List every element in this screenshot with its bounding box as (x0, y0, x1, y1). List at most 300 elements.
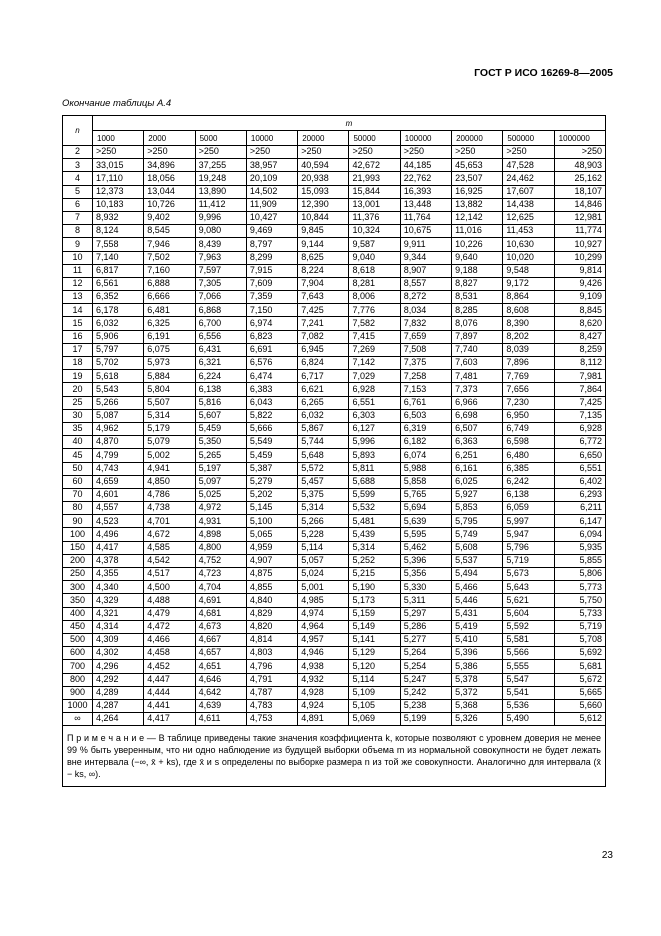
value-cell: 5,159 (349, 607, 400, 620)
value-cell: 7,740 (452, 343, 503, 356)
table-row (63, 343, 606, 356)
value-cell: 5,002 (144, 449, 195, 462)
value-cell: 13,044 (144, 185, 195, 198)
table-row (63, 488, 606, 501)
value-cell: 5,087 (93, 409, 144, 422)
value-cell: 6,700 (195, 317, 246, 330)
value-cell: 4,870 (93, 436, 144, 449)
value-cell: 20,109 (246, 172, 297, 185)
table-row (63, 264, 606, 277)
table-row (63, 515, 606, 528)
value-cell: 4,946 (298, 647, 349, 660)
row-n-cell: 17 (63, 343, 93, 356)
value-cell: 6,772 (554, 436, 605, 449)
value-cell: 5,079 (144, 436, 195, 449)
value-cell: 6,717 (298, 370, 349, 383)
value-cell: 4,799 (93, 449, 144, 462)
value-cell: 5,618 (93, 370, 144, 383)
value-cell: 7,904 (298, 277, 349, 290)
value-cell: 5,457 (298, 475, 349, 488)
value-cell: 5,797 (93, 343, 144, 356)
value-cell: 4,985 (298, 594, 349, 607)
value-cell: 5,100 (246, 515, 297, 528)
column-header: 1000 (93, 131, 144, 146)
value-cell: 11,774 (554, 225, 605, 238)
value-cell: 8,827 (452, 277, 503, 290)
value-cell: 10,020 (503, 251, 554, 264)
value-cell: 6,352 (93, 291, 144, 304)
value-cell: 18,107 (554, 185, 605, 198)
value-cell: 4,829 (246, 607, 297, 620)
value-cell: 5,816 (195, 396, 246, 409)
value-cell: 6,025 (452, 475, 503, 488)
value-cell: 6,402 (554, 475, 605, 488)
value-cell: 5,607 (195, 409, 246, 422)
value-cell: 8,285 (452, 304, 503, 317)
value-cell: 5,069 (349, 713, 400, 726)
value-cell: 5,356 (400, 568, 451, 581)
value-cell: 8,427 (554, 330, 605, 343)
value-cell: 14,846 (554, 198, 605, 211)
value-cell: 6,127 (349, 422, 400, 435)
value-cell: 5,368 (452, 699, 503, 712)
value-cell: 21,993 (349, 172, 400, 185)
row-n-cell: 19 (63, 370, 93, 383)
value-cell: 4,441 (144, 699, 195, 712)
value-cell: 7,776 (349, 304, 400, 317)
value-cell: 10,226 (452, 238, 503, 251)
value-cell: 17,110 (93, 172, 144, 185)
value-cell: 5,314 (144, 409, 195, 422)
value-cell: 5,199 (400, 713, 451, 726)
row-n-cell: 14 (63, 304, 93, 317)
value-cell: 6,075 (144, 343, 195, 356)
value-cell: 6,576 (246, 357, 297, 370)
value-cell: 20,938 (298, 172, 349, 185)
value-cell: 8,907 (400, 264, 451, 277)
value-cell: 5,025 (195, 488, 246, 501)
value-cell: 8,797 (246, 238, 297, 251)
value-cell: 7,502 (144, 251, 195, 264)
value-cell: 4,928 (298, 686, 349, 699)
value-cell: 4,659 (93, 475, 144, 488)
value-cell: 5,179 (144, 422, 195, 435)
table-row (63, 462, 606, 475)
value-cell: 12,390 (298, 198, 349, 211)
value-cell: 4,800 (195, 541, 246, 554)
value-cell: 5,773 (554, 581, 605, 594)
value-cell: 5,853 (452, 502, 503, 515)
note-row (63, 726, 606, 787)
value-cell: 5,536 (503, 699, 554, 712)
value-cell: 6,474 (246, 370, 297, 383)
value-cell: 5,702 (93, 357, 144, 370)
value-cell: 5,238 (400, 699, 451, 712)
value-cell: 5,279 (246, 475, 297, 488)
value-cell: 5,330 (400, 581, 451, 594)
value-cell: 4,941 (144, 462, 195, 475)
value-cell: 5,254 (400, 660, 451, 673)
value-cell: 7,415 (349, 330, 400, 343)
table-row (63, 673, 606, 686)
column-header: 20000 (298, 131, 349, 146)
value-cell: 4,840 (246, 594, 297, 607)
value-cell: 4,964 (298, 620, 349, 633)
value-cell: 4,931 (195, 515, 246, 528)
table-row (63, 647, 606, 660)
value-cell: 9,188 (452, 264, 503, 277)
value-cell: 5,997 (503, 515, 554, 528)
value-cell: 10,324 (349, 225, 400, 238)
value-cell: 7,558 (93, 238, 144, 251)
value-cell: 7,241 (298, 317, 349, 330)
value-cell: 4,314 (93, 620, 144, 633)
value-cell: 48,903 (554, 159, 605, 172)
value-cell: 7,643 (298, 291, 349, 304)
value-cell: 6,551 (349, 396, 400, 409)
col-var-header: m (93, 116, 606, 131)
value-cell: 7,609 (246, 277, 297, 290)
row-n-cell: 5 (63, 185, 93, 198)
value-cell: 5,719 (503, 554, 554, 567)
value-cell: 16,925 (452, 185, 503, 198)
value-cell: 5,643 (503, 581, 554, 594)
value-cell: 5,462 (400, 541, 451, 554)
value-cell: 4,691 (195, 594, 246, 607)
value-cell: 5,311 (400, 594, 451, 607)
value-cell: 7,864 (554, 383, 605, 396)
value-cell: 11,016 (452, 225, 503, 238)
table-row (63, 396, 606, 409)
value-cell: 4,738 (144, 502, 195, 515)
value-cell: 9,548 (503, 264, 554, 277)
value-cell: 4,855 (246, 581, 297, 594)
value-cell: 4,673 (195, 620, 246, 633)
value-cell: 4,417 (144, 713, 195, 726)
value-cell: 4,974 (298, 607, 349, 620)
row-n-cell: 250 (63, 568, 93, 581)
value-cell: 5,252 (349, 554, 400, 567)
value-cell: 19,248 (195, 172, 246, 185)
value-cell: 5,947 (503, 528, 554, 541)
value-cell: 6,749 (503, 422, 554, 435)
table-row (63, 357, 606, 370)
value-cell: 4,672 (144, 528, 195, 541)
value-cell: 8,531 (452, 291, 503, 304)
value-cell: 5,459 (246, 449, 297, 462)
value-cell: 4,378 (93, 554, 144, 567)
value-cell: 5,396 (452, 647, 503, 660)
value-cell: 38,957 (246, 159, 297, 172)
value-cell: 5,001 (298, 581, 349, 594)
value-cell: 8,034 (400, 304, 451, 317)
table-row (63, 528, 606, 541)
value-cell: 7,946 (144, 238, 195, 251)
value-cell: 5,314 (298, 502, 349, 515)
value-cell: 6,074 (400, 449, 451, 462)
value-cell: 4,924 (298, 699, 349, 712)
value-cell: 8,545 (144, 225, 195, 238)
table-row (63, 159, 606, 172)
value-cell: 6,888 (144, 277, 195, 290)
value-cell: 5,494 (452, 568, 503, 581)
value-cell: 5,811 (349, 462, 400, 475)
value-cell: 6,480 (503, 449, 554, 462)
value-cell: 7,140 (93, 251, 144, 264)
value-cell: 34,896 (144, 159, 195, 172)
value-cell: 10,427 (246, 211, 297, 224)
value-cell: 5,439 (349, 528, 400, 541)
value-cell: 5,202 (246, 488, 297, 501)
value-cell: 5,665 (554, 686, 605, 699)
row-n-cell: 150 (63, 541, 93, 554)
table-row (63, 686, 606, 699)
value-cell: 4,488 (144, 594, 195, 607)
row-n-cell: 700 (63, 660, 93, 673)
table-row (63, 304, 606, 317)
value-cell: 16,393 (400, 185, 451, 198)
table-row (63, 238, 606, 251)
value-cell: 7,963 (195, 251, 246, 264)
value-cell: 7,597 (195, 264, 246, 277)
value-cell: 5,109 (349, 686, 400, 699)
row-n-cell: 80 (63, 502, 93, 515)
value-cell: 7,230 (503, 396, 554, 409)
value-cell: 4,786 (144, 488, 195, 501)
value-cell: 4,704 (195, 581, 246, 594)
row-n-cell: 400 (63, 607, 93, 620)
value-cell: 5,024 (298, 568, 349, 581)
value-cell: 4,820 (246, 620, 297, 633)
value-cell: >250 (503, 146, 554, 159)
value-cell: 9,845 (298, 225, 349, 238)
value-cell: 6,824 (298, 357, 349, 370)
value-cell: 6,698 (452, 409, 503, 422)
value-cell: 8,864 (503, 291, 554, 304)
value-cell: 7,425 (298, 304, 349, 317)
value-cell: 6,147 (554, 515, 605, 528)
value-cell: 5,105 (349, 699, 400, 712)
value-cell: 4,875 (246, 568, 297, 581)
value-cell: 5,795 (452, 515, 503, 528)
value-cell: 5,197 (195, 462, 246, 475)
value-cell: 5,372 (452, 686, 503, 699)
value-cell: 13,001 (349, 198, 400, 211)
value-cell: 4,753 (246, 713, 297, 726)
value-cell: 5,386 (452, 660, 503, 673)
value-cell: 25,162 (554, 172, 605, 185)
value-cell: 8,439 (195, 238, 246, 251)
value-cell: 5,419 (452, 620, 503, 633)
value-cell: 4,681 (195, 607, 246, 620)
value-cell: 4,321 (93, 607, 144, 620)
value-cell: 9,426 (554, 277, 605, 290)
table-body (63, 146, 606, 726)
value-cell: 5,549 (246, 436, 297, 449)
value-cell: 6,032 (298, 409, 349, 422)
value-cell: 7,150 (246, 304, 297, 317)
value-cell: 4,452 (144, 660, 195, 673)
value-cell: 10,299 (554, 251, 605, 264)
note-label: П р и м е ч а н и е (67, 733, 145, 744)
table-row (63, 660, 606, 673)
value-cell: 5,378 (452, 673, 503, 686)
table-row (63, 211, 606, 224)
value-cell: 5,466 (452, 581, 503, 594)
value-cell: 8,202 (503, 330, 554, 343)
value-cell: 4,891 (298, 713, 349, 726)
table-row (63, 436, 606, 449)
row-n-cell: 9 (63, 238, 93, 251)
value-cell: 6,556 (195, 330, 246, 343)
value-cell: 5,057 (298, 554, 349, 567)
value-cell: 11,764 (400, 211, 451, 224)
value-cell: 7,897 (452, 330, 503, 343)
value-cell: 6,945 (298, 343, 349, 356)
value-cell: 5,927 (452, 488, 503, 501)
value-cell: 6,059 (503, 502, 554, 515)
value-cell: 14,438 (503, 198, 554, 211)
value-cell: >250 (144, 146, 195, 159)
row-n-cell: 300 (63, 581, 93, 594)
table-row (63, 713, 606, 726)
row-n-cell: 100 (63, 528, 93, 541)
value-cell: 5,855 (554, 554, 605, 567)
value-cell: 4,938 (298, 660, 349, 673)
row-n-cell: 2 (63, 146, 93, 159)
value-cell: 4,287 (93, 699, 144, 712)
value-cell: 5,867 (298, 422, 349, 435)
value-cell: 5,266 (93, 396, 144, 409)
value-cell: 5,996 (349, 436, 400, 449)
value-cell: 6,363 (452, 436, 503, 449)
value-cell: 5,459 (195, 422, 246, 435)
value-cell: 9,109 (554, 291, 605, 304)
value-cell: 11,412 (195, 198, 246, 211)
value-cell: 17,607 (503, 185, 554, 198)
value-cell: 7,659 (400, 330, 451, 343)
value-cell: 8,281 (349, 277, 400, 290)
value-cell: >250 (554, 146, 605, 159)
value-cell: 7,029 (349, 370, 400, 383)
value-cell: 5,672 (554, 673, 605, 686)
value-cell: 7,375 (400, 357, 451, 370)
value-cell: 5,566 (503, 647, 554, 660)
value-cell: 7,142 (349, 357, 400, 370)
value-cell: 5,547 (503, 673, 554, 686)
value-cell: 4,329 (93, 594, 144, 607)
row-n-cell: 70 (63, 488, 93, 501)
value-cell: 6,551 (554, 462, 605, 475)
row-n-cell: 35 (63, 422, 93, 435)
value-cell: 5,639 (400, 515, 451, 528)
value-cell: 4,289 (93, 686, 144, 699)
row-n-cell: 25 (63, 396, 93, 409)
table-row (63, 568, 606, 581)
value-cell: 5,804 (144, 383, 195, 396)
value-cell: 5,065 (246, 528, 297, 541)
value-cell: 5,490 (503, 713, 554, 726)
table-row (63, 172, 606, 185)
value-cell: 4,472 (144, 620, 195, 633)
value-cell: 4,657 (195, 647, 246, 660)
value-cell: 4,959 (246, 541, 297, 554)
value-cell: 7,769 (503, 370, 554, 383)
value-cell: 7,915 (246, 264, 297, 277)
value-cell: 13,448 (400, 198, 451, 211)
value-cell: 4,791 (246, 673, 297, 686)
value-cell: 8,557 (400, 277, 451, 290)
value-cell: 5,537 (452, 554, 503, 567)
value-cell: 15,093 (298, 185, 349, 198)
value-cell: 6,182 (400, 436, 451, 449)
value-cell: 5,120 (349, 660, 400, 673)
value-cell: 12,625 (503, 211, 554, 224)
value-cell: 6,325 (144, 317, 195, 330)
table-row (63, 594, 606, 607)
value-cell: 4,496 (93, 528, 144, 541)
value-cell: 5,326 (452, 713, 503, 726)
row-n-cell: 3 (63, 159, 93, 172)
value-cell: 8,259 (554, 343, 605, 356)
value-cell: 9,469 (246, 225, 297, 238)
page-number: 23 (601, 850, 613, 861)
value-cell: 4,340 (93, 581, 144, 594)
value-cell: 6,621 (298, 383, 349, 396)
value-cell: 5,750 (554, 594, 605, 607)
row-n-cell: 350 (63, 594, 93, 607)
header-row-var (63, 116, 606, 131)
value-cell: 10,844 (298, 211, 349, 224)
value-cell: 8,272 (400, 291, 451, 304)
value-cell: 7,656 (503, 383, 554, 396)
value-cell: 12,142 (452, 211, 503, 224)
column-header: 200000 (452, 131, 503, 146)
table-row (63, 502, 606, 515)
value-cell: 4,292 (93, 673, 144, 686)
value-cell: 5,621 (503, 594, 554, 607)
row-n-cell: 50 (63, 462, 93, 475)
standard-designation: ГОСТ Р ИСО 16269-8—2005 (474, 67, 613, 79)
value-cell: 7,373 (452, 383, 503, 396)
value-cell: 6,161 (452, 462, 503, 475)
row-n-cell: 45 (63, 449, 93, 462)
value-cell: >250 (298, 146, 349, 159)
value-cell: 5,145 (246, 502, 297, 515)
value-cell: 8,620 (554, 317, 605, 330)
row-n-cell: 600 (63, 647, 93, 660)
value-cell: 24,462 (503, 172, 554, 185)
value-cell: 9,814 (554, 264, 605, 277)
value-cell: 10,675 (400, 225, 451, 238)
row-n-cell: 500 (63, 633, 93, 646)
value-cell: 6,032 (93, 317, 144, 330)
value-cell: 5,097 (195, 475, 246, 488)
value-cell: 33,015 (93, 159, 144, 172)
value-cell: 8,039 (503, 343, 554, 356)
value-cell: 6,242 (503, 475, 554, 488)
row-n-cell: 40 (63, 436, 93, 449)
value-cell: 4,783 (246, 699, 297, 712)
value-cell: 4,743 (93, 462, 144, 475)
value-cell: 7,508 (400, 343, 451, 356)
value-cell: 6,928 (349, 383, 400, 396)
value-cell: 8,932 (93, 211, 144, 224)
value-cell: 4,557 (93, 502, 144, 515)
table-row (63, 277, 606, 290)
value-cell: 4,850 (144, 475, 195, 488)
value-cell: 6,138 (195, 383, 246, 396)
